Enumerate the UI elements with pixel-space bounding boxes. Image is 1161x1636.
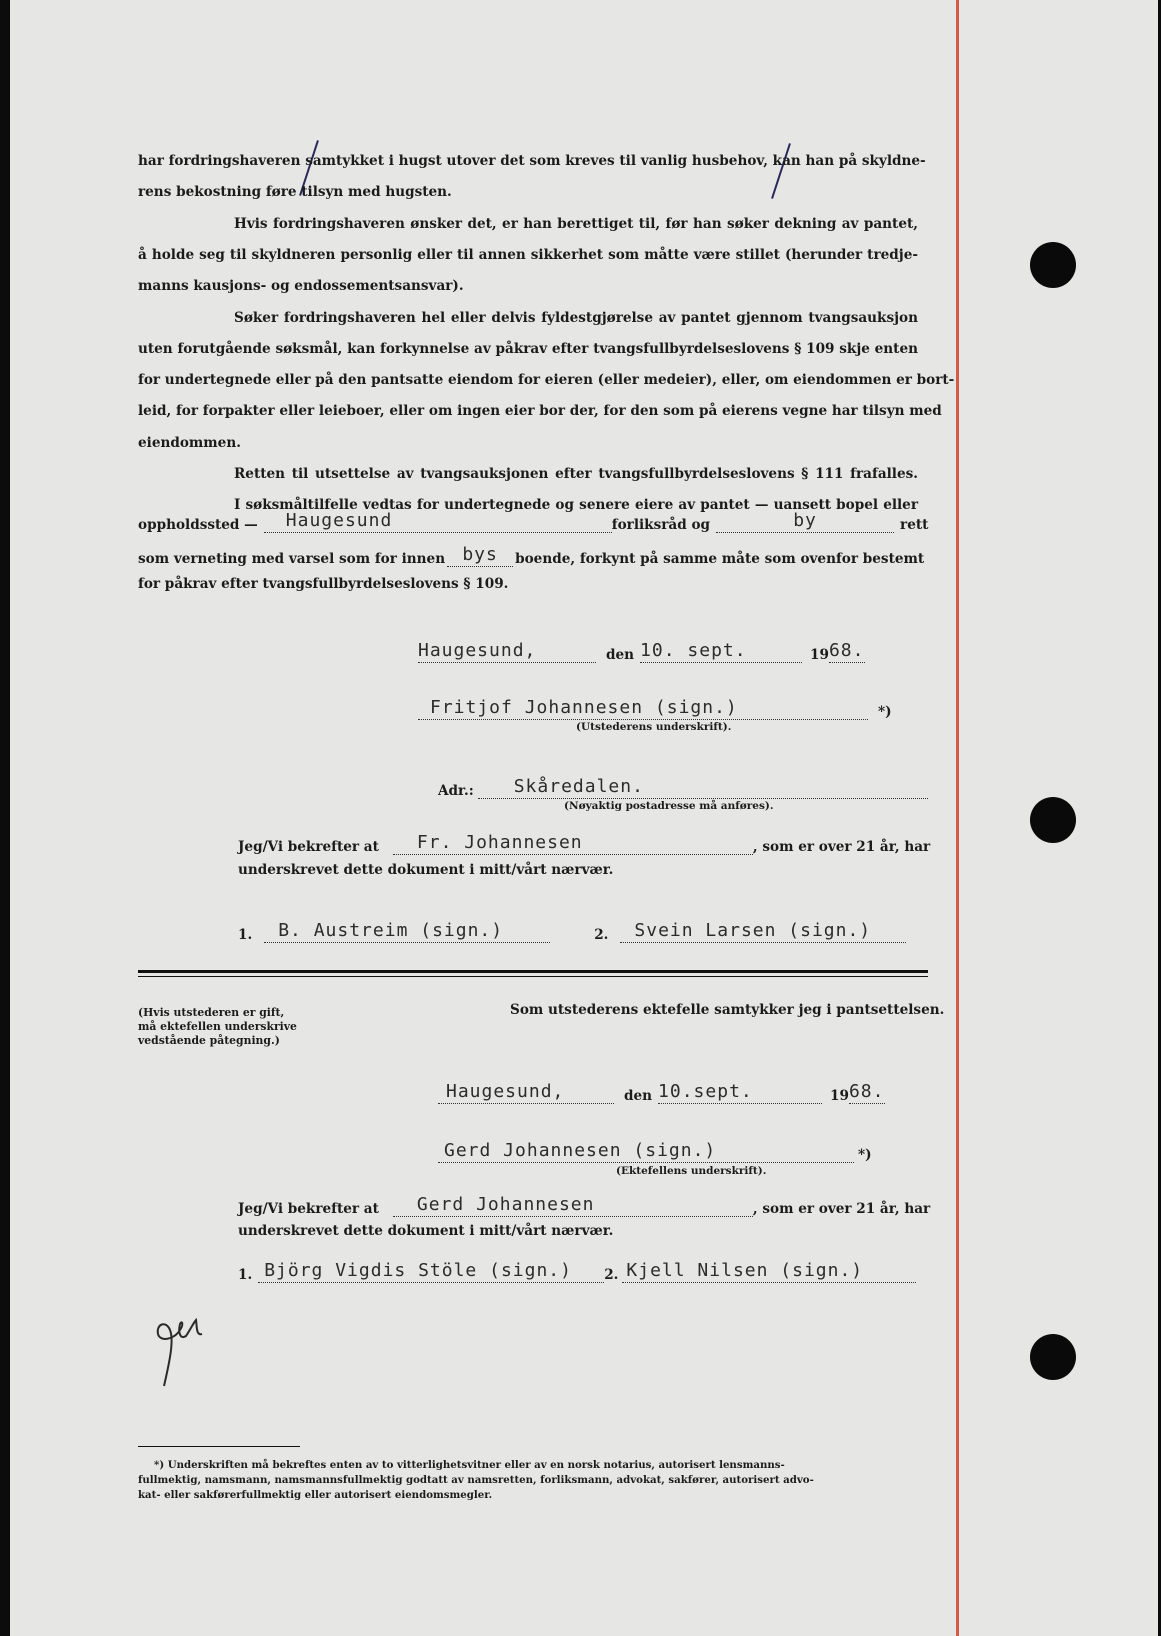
handwritten-initials-icon [150,1300,220,1390]
paragraph-line: Søker fordringshaveren hel eller delvis fyldestgjørelse av pantet gjennom tvangsauksjon [234,310,918,326]
venue-l2-prefix: som verneting med varsel som for innen [138,551,446,567]
red-margin-line [956,0,959,1636]
paragraph-line: manns kausjons- og endossementsansvar). [138,278,464,294]
footnote [138,1458,914,1503]
footnote-mark: *) [878,704,892,720]
witness2-number-1: 1. [238,1267,253,1283]
witness1-sign-1: B. Austreim (sign.) [264,920,550,943]
venue-mid: forliksråd og [611,517,711,533]
footnote-rule [138,1446,300,1447]
venue-prefix: oppholdssted — [138,517,258,533]
venue-place-field: Haugesund [264,510,612,533]
divider [138,976,928,977]
footnote-line: fullmektig, namsmann, namsmannsfullmektig godtatt av namsretten, forliksmann, advokat, sakfører, autorisert advo- [138,1474,814,1486]
address-field: Skåredalen. [478,776,928,799]
witness1-number-1: 1. [238,927,253,943]
venue-l2-suffix: boende, forkynt på samme måte som ovenfor bestemt [515,551,925,567]
address-caption: (Nøyaktig postadresse må anføres). [564,800,774,812]
spouse-consent: Som utstederens ektefelle samtykker jeg i pantsettelsen. [510,1002,945,1018]
witness2-sign-1: Björg Vigdis Stöle (sign.) [258,1260,604,1283]
venue-l3: for påkrav efter tvangsfullbyrdelseslovens § 109. [138,576,509,592]
witness1-row [238,832,930,855]
date-den-label: den [606,647,635,663]
date2-field: 10.sept. [658,1081,822,1104]
address-row [438,776,928,799]
witness2-number-2: 2. [604,1267,619,1283]
spouse-consent-row [510,1002,944,1018]
venue-court-field: by [716,510,894,533]
footnote-mark: *) [858,1147,872,1163]
document-page [10,0,1158,1636]
date2-place-field: Haugesund, [438,1081,614,1104]
handwritten-slash-mark [771,143,791,199]
witness1-suffix: , som er over 21 år, har [752,839,931,855]
date2-century: 19 [830,1088,849,1104]
spouse-signer-caption: (Ektefellens underskrift). [616,1165,767,1177]
footnote-line: kat- eller sakførerfullmektig eller autorisert eiendomsmegler. [138,1489,493,1501]
paragraph-line: leid, for forpakter eller leieboer, eller om ingen eier bor der, for den som på eierens vegne har tilsyn med [138,403,942,419]
paragraph-line: har fordringshaveren samtykket i hugst utover det som kreves til vanlig husbehov, kan han på skyldne- [138,153,926,169]
paragraph-line: Hvis fordringshaveren ønsker det, er han berettiget til, før han søker dekning av pantet, [234,216,918,232]
witness2-row [238,1194,930,1217]
date-year-field: 68. [828,640,865,661]
paragraph-line: uten forutgående søksmål, kan forkynnelse av påkrav efter tvangsfullbyrdelseslovens § 109 skje enten [138,341,918,357]
witness2-row-2 [238,1223,613,1239]
witness2-line2: underskrevet dette dokument i mitt/vårt nærvær. [238,1223,614,1239]
spouse-signer-row [438,1140,872,1163]
signer-caption: (Utstederens underskrift). [576,721,732,733]
punch-hole-icon [1030,1334,1076,1380]
witness1-name-field: Fr. Johannesen [393,832,753,855]
witness2-signatures [238,1260,916,1283]
venue-l2-field: bys [447,544,513,567]
footnote-line: *) Underskriften må bekreftes enten av to vitterlighetsvitner eller av en norsk notarius, autorisert lensmanns- [154,1459,785,1471]
paragraph-line: for undertegnede eller på den pantsatte eiendom for eieren (eller medeier), eller, om eiendommen er bort- [138,372,955,388]
witness1-number-2: 2. [594,927,609,943]
date2-year-field: 68. [848,1081,885,1102]
venue-row-3 [138,576,508,592]
spouse-signer-field: Gerd Johannesen (sign.) [438,1140,854,1163]
divider [138,970,928,973]
paragraph-line: eiendommen. [138,435,241,451]
venue-suffix: rett [900,517,929,533]
date-row-1 [418,640,865,663]
punch-hole-icon [1030,242,1076,288]
witness2-suffix: , som er over 21 år, har [752,1201,931,1217]
witness2-prefix: Jeg/Vi bekrefter at [238,1201,379,1217]
spouse-note-line: må ektefellen underskrive [138,1020,297,1033]
signer-name-field: Fritjof Johannesen (sign.) [418,697,868,720]
witness2-name-field: Gerd Johannesen [393,1194,753,1217]
spouse-note-line: (Hvis utstederen er gift, [138,1006,285,1019]
paragraph-line: å holde seg til skyldneren personlig eller til annen sikkerhet som måtte være stillet (herunder tredje- [138,247,918,263]
date-field: 10. sept. [640,640,802,663]
spouse-note-line: vedstående påtegning.) [138,1034,280,1047]
witness1-signatures [238,920,906,943]
address-label: Adr.: [438,783,474,799]
witness1-sign-2: Svein Larsen (sign.) [620,920,906,943]
date-century: 19 [810,647,829,663]
venue-row-2 [138,544,924,567]
witness2-sign-2: Kjell Nilsen (sign.) [622,1260,916,1283]
paragraph-line: rens bekostning føre tilsyn med hugsten. [138,184,452,200]
date-place-field: Haugesund, [418,640,596,663]
witness1-line2: underskrevet dette dokument i mitt/vårt nærvær. [238,862,614,878]
witness1-row-2 [238,862,613,878]
signer-row [418,697,892,720]
punch-hole-icon [1030,797,1076,843]
spouse-note [138,1006,297,1048]
paragraph-line: I søksmåltilfelle vedtas for undertegnede og senere eiere av pantet — uansett bopel eller [234,497,918,513]
date2-den-label: den [624,1088,653,1104]
paragraph-line: Retten til utsettelse av tvangsauksjonen efter tvangsfullbyrdelseslovens § 111 frafalles. [234,466,918,482]
venue-row [138,510,928,533]
witness1-prefix: Jeg/Vi bekrefter at [238,839,379,855]
date-row-2 [438,1081,885,1104]
